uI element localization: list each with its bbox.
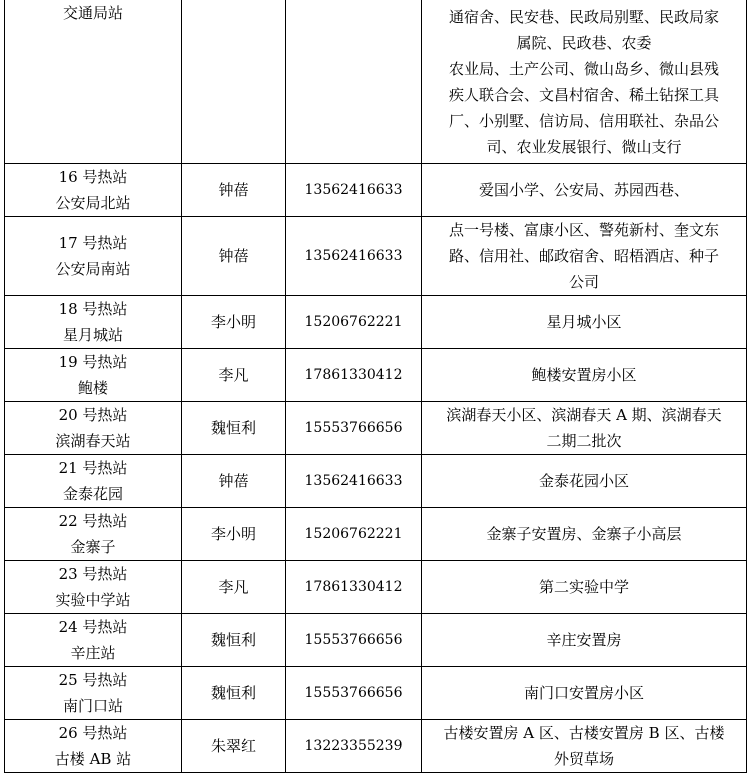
table-row — [5, 0, 747, 164]
areas-cell — [422, 561, 747, 614]
phone-cell: 15553766656 — [286, 402, 422, 455]
area-line: 二期二批次 — [546, 432, 622, 450]
station-number: 23 号热站 — [58, 565, 128, 583]
area-line: 爱国小学、公安局、苏园西巷、 — [478, 181, 689, 199]
person-cell: 钟蓓 — [182, 455, 286, 508]
station-number: 24 号热站 — [58, 618, 128, 636]
person-cell: 朱翠红 — [182, 720, 286, 773]
area-line: 路、信用社、邮政宿舍、昭梧酒店、种子 — [448, 247, 719, 265]
area-line: 通宿舍、民安巷、民政局别墅、民政局家 — [448, 7, 719, 26]
station-cell — [5, 720, 182, 773]
person-cell: 李凡 — [182, 349, 286, 402]
table-row — [5, 614, 747, 667]
areas-cell — [422, 720, 747, 773]
station-cell — [5, 667, 182, 720]
phone-cell: 15206762221 — [286, 296, 422, 349]
person-cell — [182, 0, 286, 164]
area-line: 属院、民政巷、农委 — [516, 33, 652, 52]
station-cell — [5, 508, 182, 561]
table-row — [5, 455, 747, 508]
phone-cell: 13562416633 — [286, 217, 422, 296]
area-line: 鲍楼安置房小区 — [531, 366, 637, 384]
phone-cell: 17861330412 — [286, 561, 422, 614]
station-cell — [5, 217, 182, 296]
heating-station-table — [4, 0, 747, 773]
station-cell — [5, 614, 182, 667]
phone-cell: 15553766656 — [286, 614, 422, 667]
phone-cell: 15206762221 — [286, 508, 422, 561]
area-line: 厂、小别墅、信访局、信用联社、杂品公 — [448, 111, 719, 130]
areas-cell — [422, 349, 747, 402]
station-cell — [5, 561, 182, 614]
areas-cell — [422, 667, 747, 720]
area-line: 第二实验中学 — [538, 578, 629, 596]
station-number: 25 号热站 — [58, 671, 128, 689]
areas-cell — [422, 296, 747, 349]
person-cell: 李小明 — [182, 296, 286, 349]
station-cell — [5, 349, 182, 402]
areas-cell — [422, 217, 747, 296]
person-cell: 李凡 — [182, 561, 286, 614]
areas-cell — [422, 0, 747, 164]
station-name: 交通局站 — [62, 4, 123, 22]
station-name: 古楼 AB 站 — [54, 750, 132, 768]
table-row — [5, 508, 747, 561]
station-cell — [5, 164, 182, 217]
areas-cell — [422, 614, 747, 667]
table-row — [5, 164, 747, 217]
table-row — [5, 402, 747, 455]
area-line: 农业局、土产公司、微山岛乡、微山县残 — [448, 59, 719, 78]
station-name: 公安局南站 — [55, 260, 131, 278]
phone-cell: 17861330412 — [286, 349, 422, 402]
station-number: 20 号热站 — [58, 406, 128, 424]
table-row — [5, 217, 747, 296]
phone-cell: 15553766656 — [286, 667, 422, 720]
person-cell: 魏恒利 — [182, 402, 286, 455]
table-row — [5, 667, 747, 720]
phone-cell: 13562416633 — [286, 455, 422, 508]
area-line: 公司 — [568, 273, 599, 291]
station-name: 鲍楼 — [77, 379, 108, 397]
station-number: 22 号热站 — [58, 512, 128, 530]
area-line: 金泰花园小区 — [538, 472, 629, 490]
station-name: 星月城站 — [62, 326, 123, 344]
station-cell — [5, 402, 182, 455]
station-number: 19 号热站 — [58, 353, 128, 371]
station-name: 南门口站 — [62, 697, 123, 715]
phone-cell — [286, 0, 422, 164]
station-cell — [5, 0, 182, 164]
table-row — [5, 349, 747, 402]
area-line: 古楼安置房 A 区、古楼安置房 B 区、古楼 — [443, 724, 725, 742]
area-line: 辛庄安置房 — [546, 631, 622, 649]
table-row — [5, 561, 747, 614]
areas-cell — [422, 455, 747, 508]
station-name: 金寨子 — [70, 538, 116, 556]
person-cell: 钟蓓 — [182, 164, 286, 217]
station-cell — [5, 455, 182, 508]
table-body — [5, 0, 747, 773]
station-number: 16 号热站 — [58, 168, 128, 186]
phone-cell: 13223355239 — [286, 720, 422, 773]
table-row — [5, 296, 747, 349]
station-name: 实验中学站 — [55, 591, 131, 609]
station-name: 辛庄站 — [70, 644, 116, 662]
area-line: 疾人联合会、文昌村宿舍、稀土钻探工具 — [448, 85, 719, 104]
area-line: 外贸草场 — [553, 750, 614, 768]
station-name: 滨湖春天站 — [55, 432, 131, 450]
area-line: 点一号楼、富康小区、警苑新村、奎文东 — [448, 221, 719, 239]
phone-cell: 13562416633 — [286, 164, 422, 217]
station-number: 18 号热站 — [58, 300, 128, 318]
person-cell: 魏恒利 — [182, 667, 286, 720]
area-line: 滨湖春天小区、滨湖春天 A 期、滨湖春天 — [446, 406, 722, 424]
station-name: 金泰花园 — [62, 485, 123, 503]
station-number: 26 号热站 — [58, 724, 128, 742]
area-line: 金寨子安置房、金寨子小高层 — [486, 525, 682, 543]
area-line: 星月城小区 — [546, 313, 622, 331]
person-cell: 魏恒利 — [182, 614, 286, 667]
station-number: 17 号热站 — [58, 234, 128, 252]
areas-cell — [422, 164, 747, 217]
table-row — [5, 720, 747, 773]
station-cell — [5, 296, 182, 349]
station-number: 21 号热站 — [58, 459, 128, 477]
areas-cell — [422, 508, 747, 561]
station-name: 公安局北站 — [55, 194, 131, 212]
person-cell: 钟蓓 — [182, 217, 286, 296]
areas-cell — [422, 402, 747, 455]
area-line: 南门口安置房小区 — [523, 684, 644, 702]
area-line: 司、农业发展银行、微山支行 — [486, 137, 682, 156]
person-cell: 李小明 — [182, 508, 286, 561]
